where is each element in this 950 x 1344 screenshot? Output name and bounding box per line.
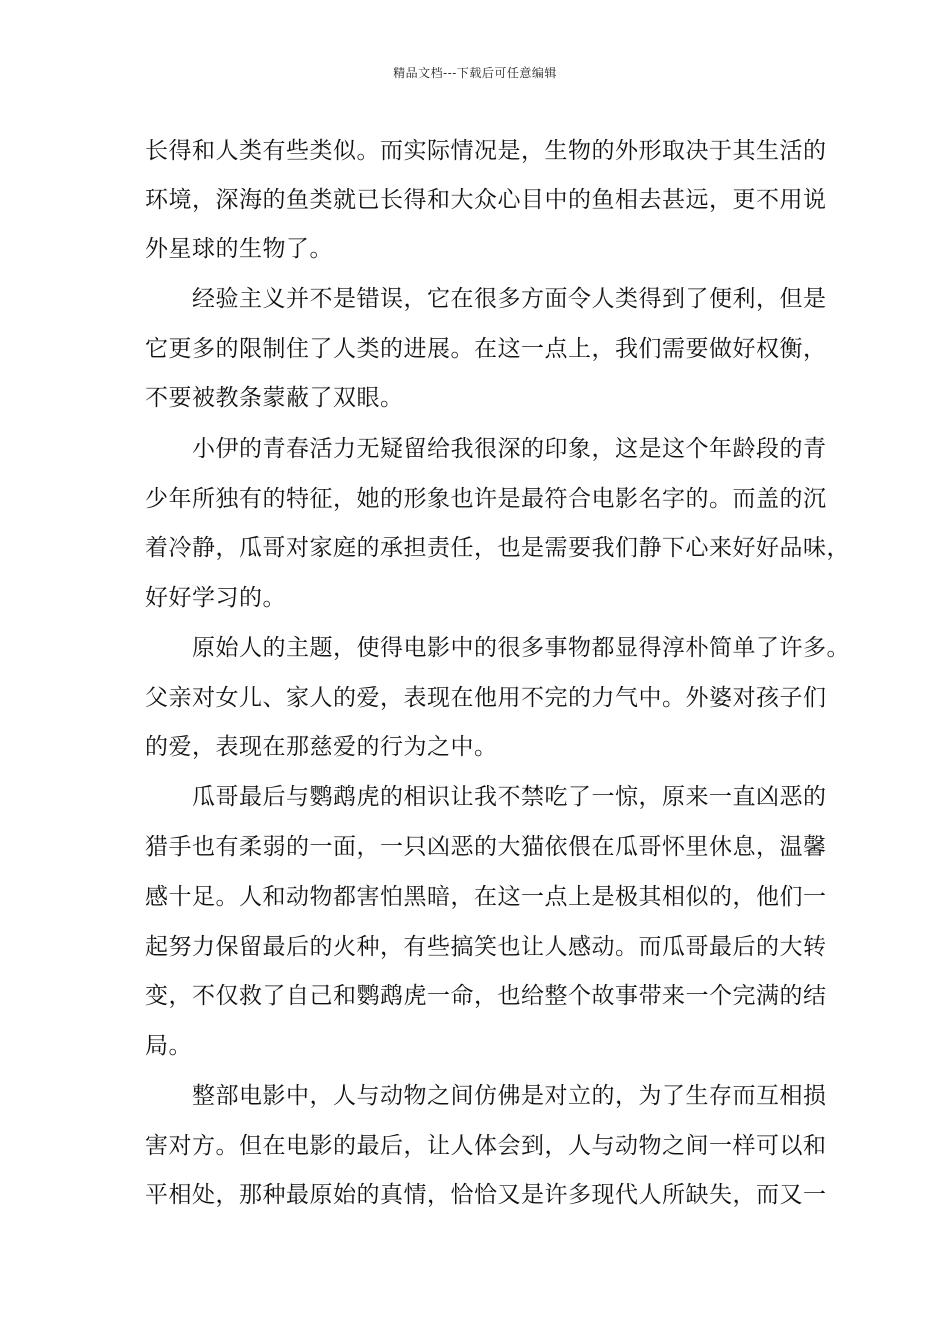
text-line: 环境，深海的鱼类就已长得和大众心目中的鱼相去甚远，更不用说: [145, 187, 827, 213]
text-line: 不要被教条蒙蔽了双眼。: [145, 385, 404, 411]
text-line: 少年所独有的特征，她的形象也许是最符合电影名字的。而盖的沉: [145, 486, 827, 512]
text-line: 局。: [145, 1033, 192, 1059]
text-line: 它更多的限制住了人类的进展。在这一点上，我们需要做好权衡，: [145, 336, 827, 362]
text-line: 小伊的青春活力无疑留给我很深的印象，这是这个年龄段的青: [145, 436, 827, 462]
text-line: 平相处，那种最原始的真情，恰恰又是许多现代人所缺失，而又一: [145, 1182, 827, 1208]
text-line: 外星球的生物了。: [145, 236, 333, 262]
page-header: 精品文档---下载后可任意编辑: [393, 66, 557, 80]
text-line: 瓜哥最后与鹦鹉虎的相识让我不禁吃了一惊，原来一直凶恶的: [145, 784, 827, 810]
text-line: 父亲对女儿、家人的爱，表现在他用不完的力气中。外婆对孩子们: [145, 685, 827, 711]
text-line: 的爱，表现在那慈爱的行为之中。: [145, 734, 498, 760]
text-line: 整部电影中，人与动物之间仿佛是对立的，为了生存而互相损: [145, 1083, 827, 1109]
text-line: 害对方。但在电影的最后，让人体会到，人与动物之间一样可以和: [145, 1133, 827, 1159]
text-line: 变，不仅救了自己和鹦鹉虎一命，也给整个故事带来一个完满的结: [145, 983, 827, 1009]
text-line: 起努力保留最后的火种，有些搞笑也让人感动。而瓜哥最后的大转: [145, 934, 827, 960]
text-line: 原始人的主题，使得电影中的很多事物都显得淳朴简单了许多。: [145, 635, 850, 661]
text-line: 感十足。人和动物都害怕黑暗，在这一点上是极其相似的，他们一: [145, 884, 827, 910]
text-line: 猎手也有柔弱的一面，一只凶恶的大猫依偎在瓜哥怀里休息，温馨: [145, 834, 827, 860]
text-line: 经验主义并不是错误，它在很多方面令人类得到了便利，但是: [145, 286, 827, 312]
text-line: 好好学习的。: [145, 585, 286, 611]
text-line: 着冷静，瓜哥对家庭的承担责任，也是需要我们静下心来好好品味，: [145, 535, 850, 561]
text-line: 长得和人类有些类似。而实际情况是，生物的外形取决于其生活的: [145, 138, 827, 164]
